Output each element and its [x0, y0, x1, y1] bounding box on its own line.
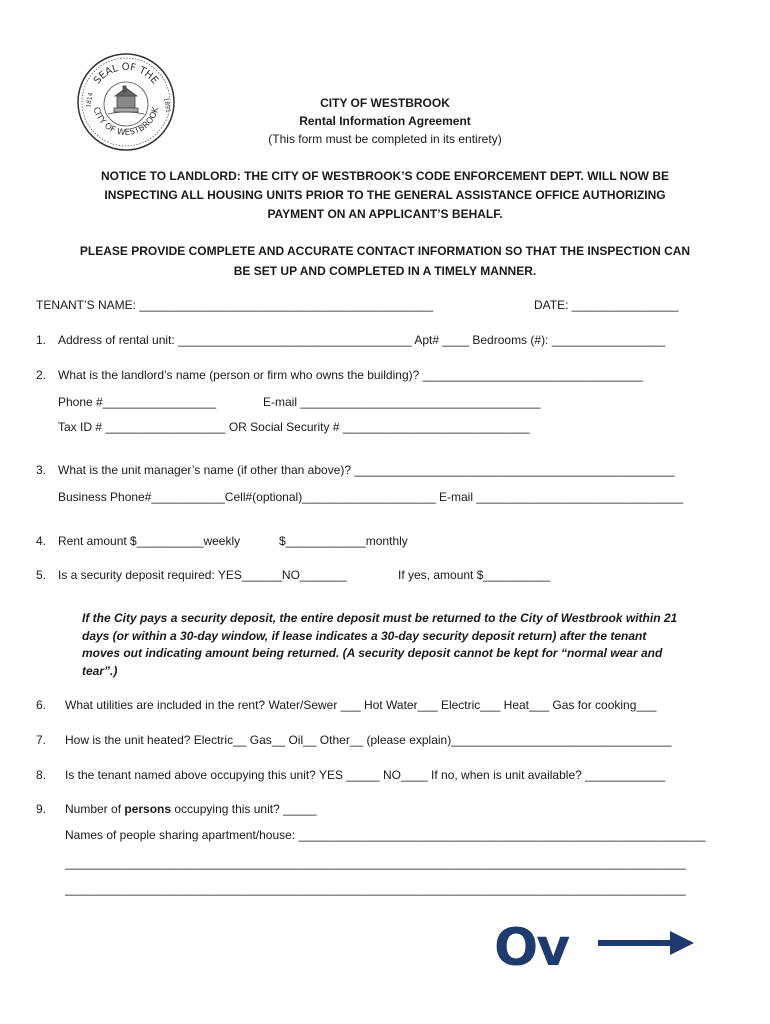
persons-label-pre: Number of	[65, 802, 125, 816]
next-page-arrow-icon	[596, 928, 696, 960]
persons-count-field[interactable]	[65, 802, 316, 816]
question-number: 5.	[36, 568, 47, 582]
question-number: 6.	[36, 698, 47, 712]
address-field[interactable]: Address of rental unit: ___________________________________ Apt# ____ Bedrooms (#): _________________	[58, 333, 666, 347]
tenant-name-field[interactable]: TENANT’S NAME: ____________________________________________	[36, 298, 433, 312]
deposit-note: If the City pays a security deposit, the entire deposit must be returned to the City of Westbrook within 21 days (or within a 30-day window, if lease indicates a 30-day security deposit return) after the tenant moves out indicating amount being returned. (A security deposit cannot be kept for “normal wear and tear”.)	[82, 611, 678, 678]
rent-weekly-field[interactable]: Rent amount $__________weekly	[58, 534, 241, 548]
security-deposit-field[interactable]: Is a security deposit required: YES______NO_______	[58, 568, 347, 582]
names-blank-line-2[interactable]: _____________________________________________________________________________________________	[65, 882, 686, 896]
svg-text:CITY OF WESTBROOK: CITY OF WESTBROOK	[90, 106, 162, 139]
notice-line-3: PAYMENT ON AN APPLICANT’S BEHALF.	[267, 207, 503, 221]
names-blank-line-1[interactable]: _____________________________________________________________________________________________	[65, 856, 686, 870]
form-subtitle: (This form must be completed in its entirety)	[268, 132, 502, 146]
svg-text:1891: 1891	[162, 97, 172, 114]
question-number: 2.	[36, 368, 47, 382]
question-number: 4.	[36, 534, 47, 548]
question-number: 9.	[36, 802, 47, 816]
landlord-phone-field[interactable]: Phone #_________________	[58, 395, 217, 409]
question-number: 3.	[36, 463, 47, 477]
city-heading: CITY OF WESTBROOK	[320, 96, 450, 110]
landlord-name-field[interactable]: What is the landlord’s name (person or firm who owns the building)? _________________________________	[58, 368, 643, 382]
svg-text:SEAL OF THE: SEAL OF THE	[91, 61, 161, 87]
persons-label-bold: persons	[124, 802, 172, 816]
rent-monthly-field[interactable]: $____________monthly	[279, 534, 408, 548]
over-logo: Ov	[494, 918, 569, 978]
utilities-field[interactable]: What utilities are included in the rent? Water/Sewer ___ Hot Water___ Electric___ Heat___ Gas for cooking___	[65, 698, 657, 712]
question-number: 7.	[36, 733, 47, 747]
notice-line-1: NOTICE TO LANDLORD: THE CITY OF WESTBROOK’S CODE ENFORCEMENT DEPT. WILL NOW BE	[100, 169, 669, 183]
deposit-amount-field[interactable]: If yes, amount $__________	[398, 568, 551, 582]
manager-name-field[interactable]: What is the unit manager’s name (if other than above)? ________________________________________________	[58, 463, 675, 477]
landlord-email-field[interactable]: E-mail ____________________________________	[263, 395, 541, 409]
form-title: Rental Information Agreement	[299, 114, 471, 128]
question-number: 8.	[36, 768, 47, 782]
persons-label-post: occupying this unit? _____	[171, 802, 317, 816]
request-line-2: BE SET UP AND COMPLETED IN A TIMELY MANNER.	[233, 264, 537, 278]
question-number: 1.	[36, 333, 47, 347]
notice-line-2: INSPECTING ALL HOUSING UNITS PRIOR TO THE GENERAL ASSISTANCE OFFICE AUTHORIZING	[104, 188, 666, 202]
svg-text:1814: 1814	[85, 92, 95, 109]
tax-id-field[interactable]: Tax ID # __________________ OR Social Security # ____________________________	[58, 420, 530, 434]
request-line-1: PLEASE PROVIDE COMPLETE AND ACCURATE CONTACT INFORMATION SO THAT THE INSPECTION CAN	[79, 244, 691, 258]
names-sharing-field[interactable]: Names of people sharing apartment/house: _____________________________________________________________	[65, 828, 706, 842]
business-phone-field[interactable]: Business Phone#___________Cell#(optional)____________________ E-mail _______________________________	[58, 490, 684, 504]
heating-field[interactable]: How is the unit heated? Electric__ Gas__ Oil__ Other__ (please explain)_________________________________	[65, 733, 672, 747]
occupancy-field[interactable]: Is the tenant named above occupying this unit? YES _____ NO____ If no, when is unit available? ____________	[65, 768, 666, 782]
date-field[interactable]: DATE: ________________	[534, 298, 679, 312]
